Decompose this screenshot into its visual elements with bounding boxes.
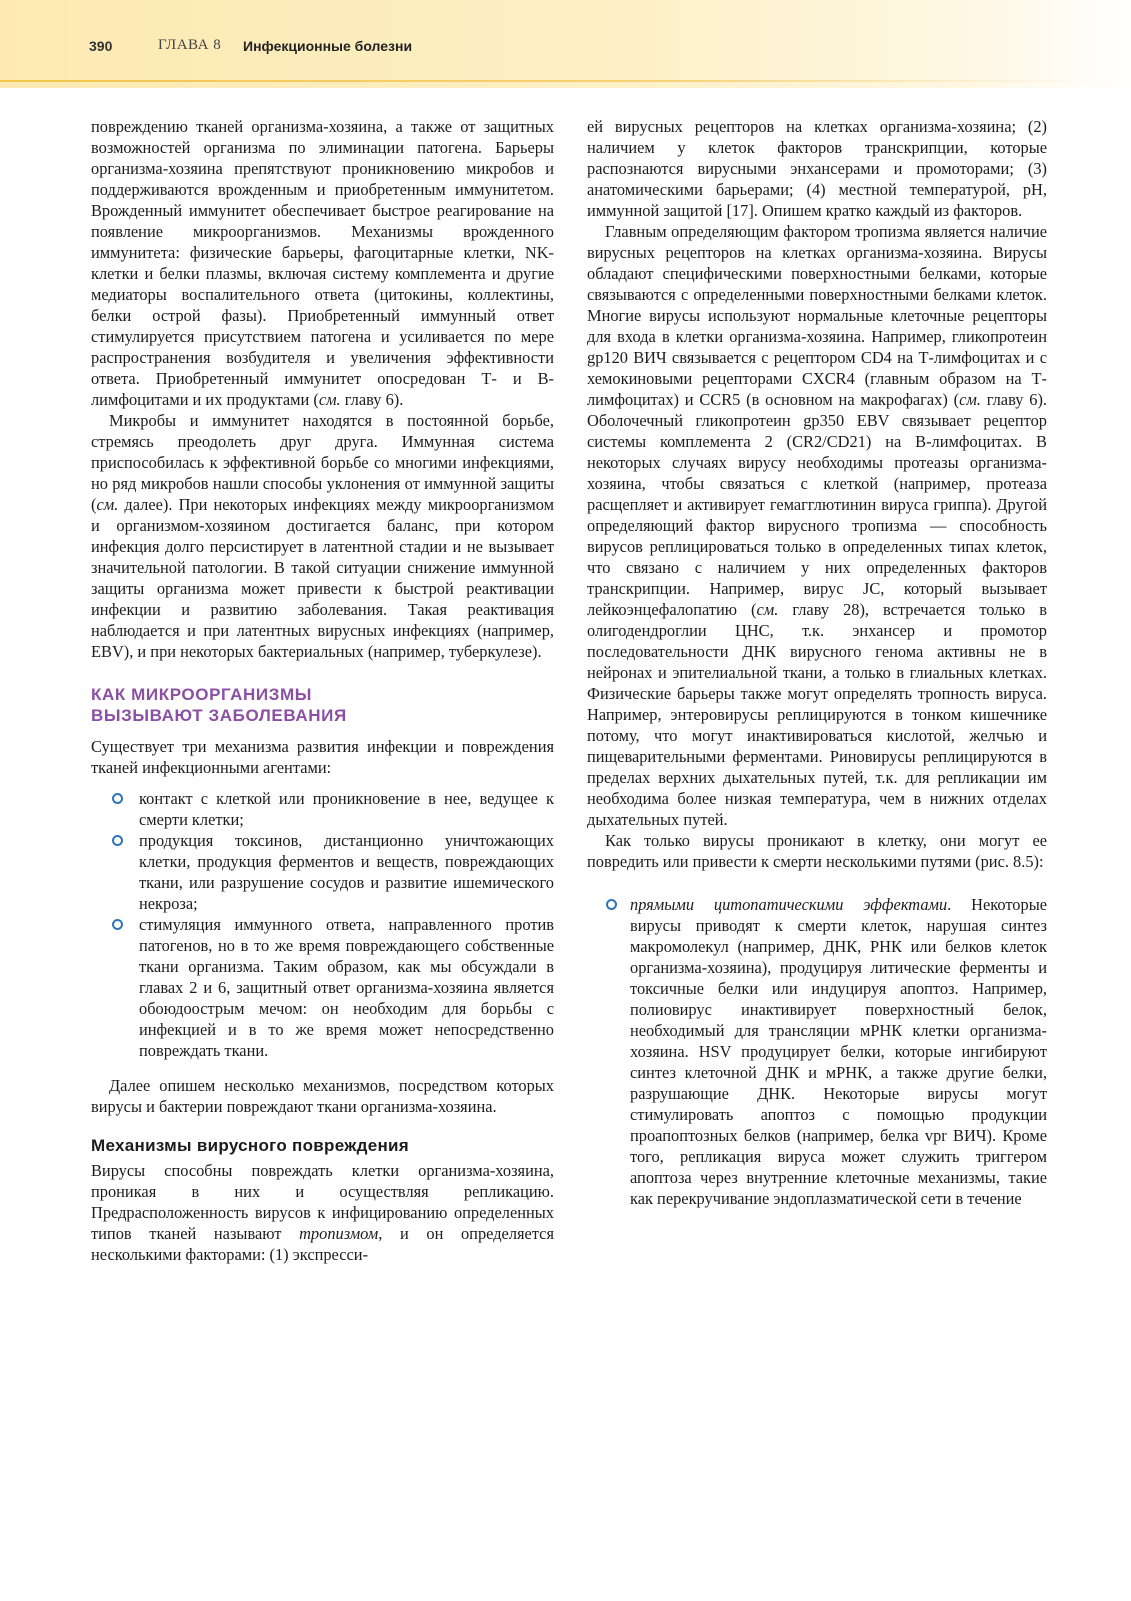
bullet-icon <box>112 835 123 846</box>
bullet-icon <box>112 919 123 930</box>
paragraph: Существует три механизма развития инфекции и повреждения тканей инфекционными агентами: <box>91 737 554 777</box>
right-column <box>587 116 1047 1223</box>
chapter-label: ГЛАВА 8 <box>158 37 222 53</box>
paragraph: ей вирусных рецепторов на клетках организма-хозяина; (2) наличием у клеток факторов транскрипции, которые распознаются вирусными энхансерами и промоторами; (3) анатомическими барьерами; (4) местной температурой, pH, иммунной защитой [17]. Опишем кратко каждый из факторов. <box>587 117 1047 220</box>
paragraph: Главным определяющим фактором тропизма является наличие вирусных рецепторов на клетках организма-хозяина. Вирусы обладают специфическими поверхностными белками, которые связываются с определенными поверхностными белками клеток. Многие вирусы используют нормальные клеточные рецепторы для входа в клетки организма-хозяина. Например, гликопротеин gp120 ВИЧ связывается с рецептором CD4 на Т-лимфоцитах и с хемокиновыми рецепторами CXCR4 (главным образом на Т-лимфоцитах) и CCR5 (в основном на макрофагах) (см. главу 6). Оболочечный гликопротеин gp350 EBV связывает рецептор системы комплемента 2 (CR2/CD21) на В-лимфоцитах. В некоторых случаях вирусу необходимы протеазы организма-хозяина, чтобы связаться с клеткой (например, протеаза расщепляет и активирует гемагглютинин вируса гриппа). Другой определяющий фактор вирусного тропизма — способность вирусов реплицироваться только в определенных типах клеток, что связано с наличием у них определенных факторов транскрипции. Например, вирус JC, который вызывает лейкоэнцефалопатию (см. главу 28), встречается только в олигодендроглии ЦНС, т.к. энхансер и промотор последовательности ДНК вирусного генома активны не в нейронах и эпителиальной ткани, а только в глиальных клетках. Физические барьеры также могут определять тропность вируса. Например, энтеровирусы реплицируются в тонком кишечнике потому, что могут инактивироваться кислотой, желчью и пищеварительными ферментами. Риновирусы реплицируются в пределах верхних дыхательных путей, т.к. для репликации им необходима более низкая температура, чем в нижних отделах дыхательных путей. <box>587 222 1048 829</box>
sub-heading: Механизмы вирусного повреждения <box>91 1136 409 1155</box>
bullet-icon <box>606 899 617 910</box>
chapter-title: Инфекционные болезни <box>243 38 413 54</box>
list-item: стимуляция иммунного ответа, направленного против патогенов, но в то же время повреждающего собственные ткани организма. Таким образом, как мы обсуждали в главах 2 и 6, защитный ответ организма-хозяина является обоюдоострым мечом: он необходим для борьбы с инфекцией и в то же время может непосредственно повреждать ткани. <box>91 914 554 1061</box>
left-column <box>91 116 554 1265</box>
paragraph: Далее опишем несколько механизмов, посредством которых вирусы и бактерии повреждают ткани организма-хозяина. <box>91 1076 554 1116</box>
paragraph: Микробы и иммунитет находятся в постоянной борьбе, стремясь преодолеть друг друга. Иммунная система приспособилась к эффективной борьбе со многими инфекциями, но ряд микробов нашли способы уклонения от иммунной защиты (см. далее). При некоторых инфекциях между микроорганизмом и организмом-хозяином достигается баланс, при котором инфекция долго персистирует в латентной стадии и не вызывает значительной патологии. В такой ситуации снижение иммунной защиты организма может привести к быстрой реактивации инфекции и развитию заболевания. Такая реактивация наблюдается и при латентных вирусных инфекциях (например, EBV), и при некоторых бактериальных (например, туберкулезе). <box>91 411 554 661</box>
paragraph: повреждению тканей организма-хозяина, а также от защитных возможностей организма по элиминации патогена. Барьеры организма-хозяина препятствуют проникновению микробов и поддерживаются врожденным и приобретенным иммунитетом. Врожденный иммунитет обеспечивает быстрое реагирование на появление микроорганизмов. Механизмы врожденного иммунитета: физические барьеры, фагоцитарные клетки, NK-клетки и белки плазмы, включая систему комплемента и другие медиаторы воспалительного ответа (цитокины, коллектины, белки острой фазы). Приобретенный иммунный ответ стимулируется присутствием патогена и усиливается по мере распространения возбудителя и увеличения эффективности ответа. Приобретенный иммунитет опосредован Т- и В-лимфоцитами и их продуктами (см. главу 6). <box>91 117 554 409</box>
section-heading: КАК МИКРООРГАНИЗМЫ ВЫЗЫВАЮТ ЗАБОЛЕВАНИЯ <box>91 685 347 725</box>
paragraph: Вирусы способны повреждать клетки организма-хозяина, проникая в них и осуществляя репликацию. Предрасположенность вирусов к инфицированию определенных типов тканей называют тропизмом, и он определяется несколькими факторами: (1) экспресси- <box>91 1161 554 1264</box>
list-item: продукция токсинов, дистанционно уничтожающих клетки, продукция ферментов и веществ, повреждающих ткани, или разрушение сосудов и развитие ишемического некроза; <box>91 830 554 914</box>
list-item: контакт с клеткой или проникновение в нее, ведущее к смерти клетки; <box>91 788 554 830</box>
bullet-list <box>587 894 1047 1209</box>
list-item: прямыми цитопатическими эффектами. Некоторые вирусы приводят к смерти клеток, нарушая синтез макромолекул (например, ДНК, РНК или белков клеток организма-хозяина), продуцируя литические ферменты и токсичные белки или индуцируя апоптоз. Например, полиовирус инактивирует поверхностный белок, необходимый для трансляции мРНК клетки организма-хозяина. HSV продуцирует белки, которые ингибируют синтез клеточной ДНК и мРНК, а также другие белки, разрушающие ДНК. Некоторые вирусы могут стимулировать апоптоз с помощью продукции проапоптозных белков (например, белка vpr ВИЧ). Кроме того, репликация вируса может служить триггером апоптоза через внутренние клеточные механизмы, такие как перекручивание эндоплазматической сети в течение <box>587 894 1047 1209</box>
page-number: 390 <box>89 38 113 54</box>
header-rule <box>0 80 1131 82</box>
bullet-icon <box>112 793 123 804</box>
paragraph: Как только вирусы проникают в клетку, они могут ее повредить или привести к смерти несколькими путями (рис. 8.5): <box>587 831 1047 871</box>
bullet-list <box>91 788 554 1061</box>
